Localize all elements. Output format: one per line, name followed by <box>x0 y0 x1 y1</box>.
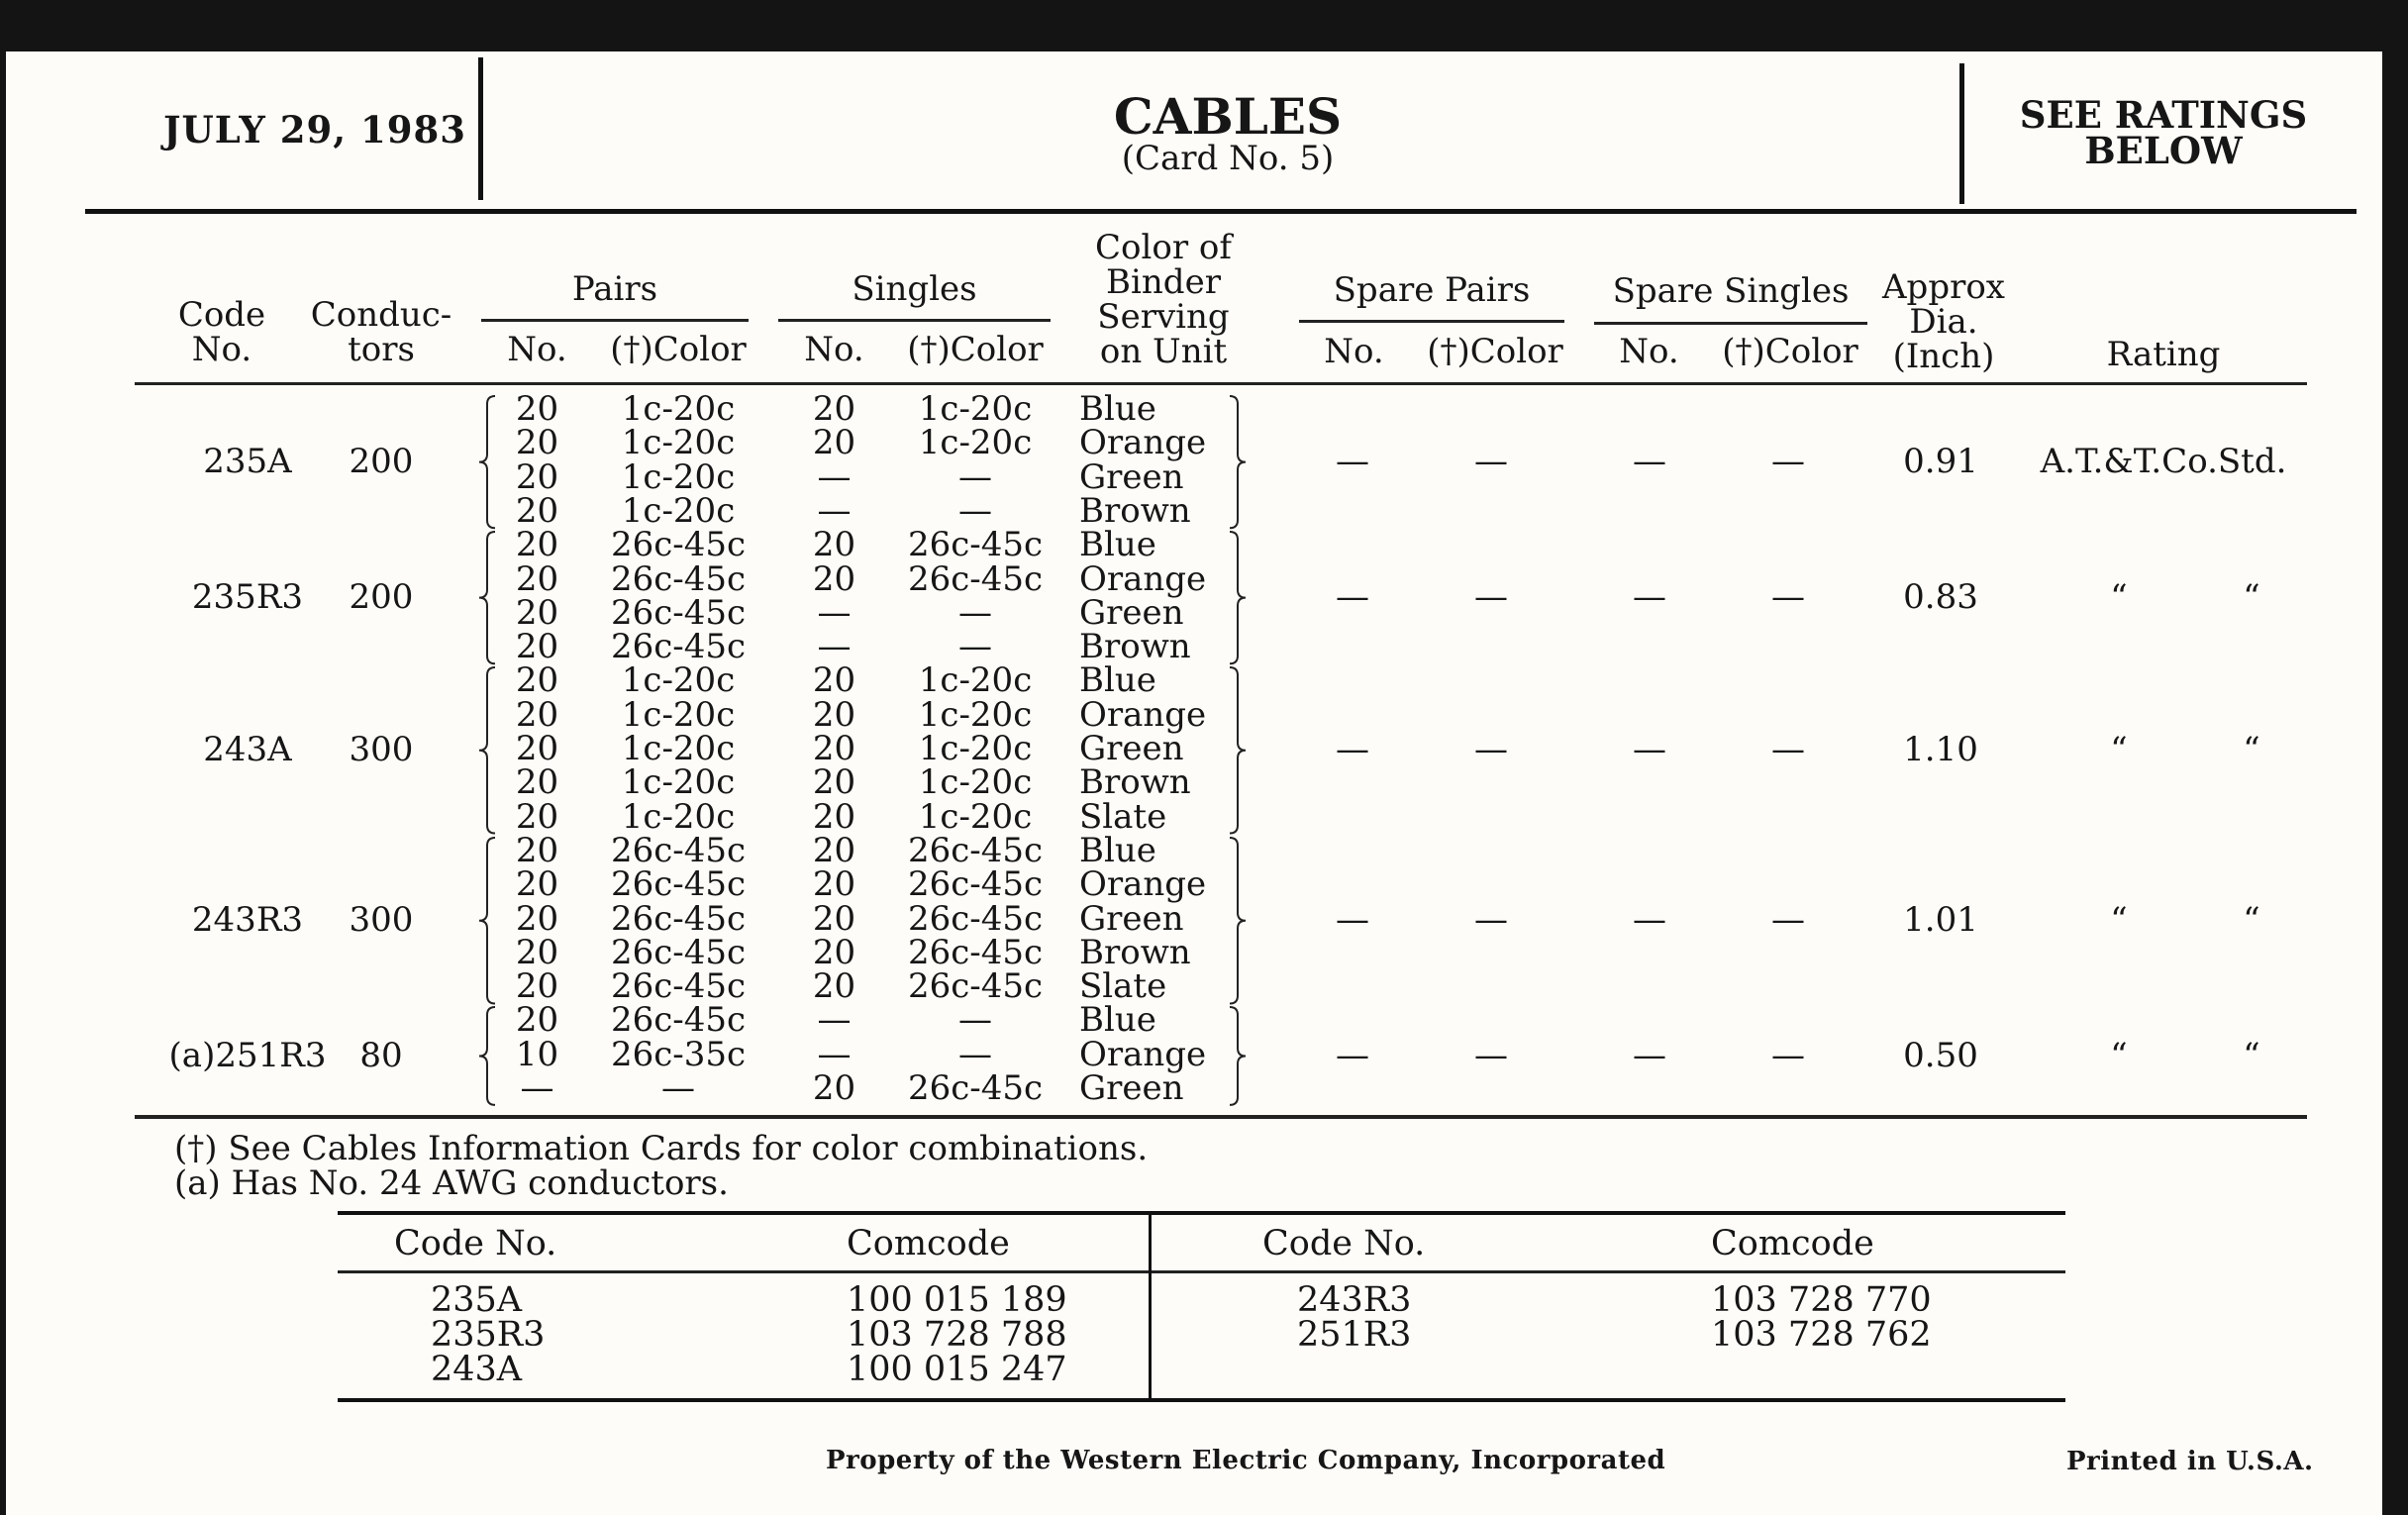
comcode-left-value-2: 103 728 788 <box>847 1315 1067 1355</box>
singles-color-cell: 26c-45c <box>907 898 1044 939</box>
comcode-right-value-2: 103 728 762 <box>1711 1315 1932 1355</box>
pairs-color-cell: 26c-45c <box>610 1000 747 1041</box>
col-binder-line2: Binder <box>1106 262 1221 302</box>
col-code <box>162 295 281 369</box>
left-brace <box>477 836 497 1006</box>
singles-color-cell: 1c-20c <box>918 729 1033 768</box>
pairs-color-cell: 26c-45c <box>610 592 747 633</box>
binder-color-cell: Brown <box>1079 932 1191 972</box>
spare-dash-cell: — <box>1771 576 1805 617</box>
right-brace <box>1228 530 1248 665</box>
spare-singles-no-header: No. <box>1619 332 1679 371</box>
column-header-rule <box>135 382 2307 385</box>
ratings-note-line1: SEE RATINGS <box>2019 93 2308 137</box>
spare-dash-cell: — <box>1336 730 1369 770</box>
pairs-color-cell: 26c-35c <box>610 1034 747 1074</box>
comcode-header-code-left: Code No. <box>394 1224 557 1263</box>
pairs-color-cell: 26c-45c <box>610 525 747 565</box>
binder-color-cell: Brown <box>1079 627 1191 667</box>
pairs-color-cell: 1c-20c <box>621 660 736 701</box>
pairs-no-cell: 20 <box>515 864 559 905</box>
comcode-bottom-rule <box>338 1398 2065 1402</box>
col-binder-line3: Serving <box>1097 297 1230 337</box>
singles-color-cell: 26c-45c <box>907 864 1044 905</box>
binder-color-cell: Blue <box>1079 1000 1156 1041</box>
pairs-color-cell: 1c-20c <box>621 490 736 531</box>
spare-pairs-underline <box>1299 320 1564 323</box>
left-brace <box>477 665 497 836</box>
ditto-mark: “ <box>2110 899 2128 940</box>
pairs-no-cell: 20 <box>515 796 559 837</box>
col-dia-line3: (Inch) <box>1892 337 1995 376</box>
ditto-mark: “ <box>2243 730 2260 770</box>
pairs-no-cell: 20 <box>515 966 559 1007</box>
right-brace <box>1228 836 1248 1006</box>
pairs-color-cell: 1c-20c <box>621 796 736 837</box>
singles-color-cell: 1c-20c <box>918 796 1033 837</box>
singles-color-cell: 26c-45c <box>907 830 1044 870</box>
singles-color-cell: 26c-45c <box>907 1068 1044 1108</box>
col-conductors <box>307 295 455 369</box>
pairs-no-cell: 20 <box>515 1000 559 1041</box>
header-rule <box>85 209 2357 214</box>
pairs-no-cell: — <box>520 1068 554 1108</box>
conductors-cell: 80 <box>359 1035 403 1075</box>
ditto-mark: “ <box>2243 1035 2260 1075</box>
col-approx-dia <box>1869 267 2018 376</box>
binder-color-cell: Orange <box>1079 558 1207 599</box>
singles-color-cell: 26c-45c <box>907 525 1044 565</box>
spare-dash-cell: — <box>1771 730 1805 770</box>
rating-cell: A.T.&T.Co.Std. <box>2040 441 2287 481</box>
binder-color-cell: Green <box>1079 456 1184 497</box>
comcode-divider <box>1149 1215 1152 1398</box>
col-conductors-line1: Conduc- <box>310 295 452 335</box>
property-notice: Property of the Western Electric Company, Incorporated <box>826 1446 1666 1475</box>
singles-color-cell: — <box>958 1000 992 1041</box>
spare-dash-cell: — <box>1771 441 1805 481</box>
spare-dash-cell: — <box>1336 899 1369 940</box>
pairs-no-cell: 20 <box>515 389 559 429</box>
pairs-color-cell: 1c-20c <box>621 694 736 735</box>
pairs-no-cell: 20 <box>515 558 559 599</box>
right-brace <box>1228 1005 1248 1107</box>
ditto-mark: “ <box>2243 899 2260 940</box>
pairs-color-cell: 1c-20c <box>621 389 736 429</box>
comcode-left-value-1: 100 015 189 <box>847 1280 1067 1320</box>
binder-color-cell: Slate <box>1079 966 1167 1007</box>
binder-color-cell: Orange <box>1079 694 1207 735</box>
spare-dash-cell: — <box>1633 1035 1666 1075</box>
card-number: (Card No. 5) <box>1121 139 1335 178</box>
singles-no-cell: — <box>817 1034 852 1074</box>
singles-no-cell: 20 <box>812 660 856 701</box>
spare-pairs-color-header: (†)Color <box>1427 332 1563 371</box>
singles-no-cell: 20 <box>812 762 856 803</box>
pairs-no-cell: 20 <box>515 898 559 939</box>
singles-color-cell: — <box>958 592 992 633</box>
spare-dash-cell: — <box>1633 576 1666 617</box>
singles-no-cell: 20 <box>812 423 856 463</box>
comcode-header-comcode-right: Comcode <box>1711 1224 1874 1263</box>
col-binder-line4: on Unit <box>1099 332 1228 371</box>
singles-no-cell: 20 <box>812 864 856 905</box>
spare-dash-cell: — <box>1474 576 1508 617</box>
pairs-no-header: No. <box>507 330 567 369</box>
singles-no-cell: — <box>817 1000 852 1041</box>
singles-no-cell: 20 <box>812 729 856 768</box>
binder-color-cell: Brown <box>1079 762 1191 803</box>
conductors-cell: 300 <box>349 730 414 770</box>
singles-color-header: (†)Color <box>907 330 1044 369</box>
spare-dash-cell: — <box>1633 730 1666 770</box>
singles-color-cell: 26c-45c <box>907 932 1044 972</box>
code-no-cell: 243A <box>203 730 292 770</box>
binder-color-cell: Blue <box>1079 830 1156 870</box>
spare-dash-cell: — <box>1474 899 1508 940</box>
singles-color-cell: 26c-45c <box>907 558 1044 599</box>
spare-dash-cell: — <box>1474 441 1508 481</box>
spare-dash-cell: — <box>1474 1035 1508 1075</box>
singles-no-cell: 20 <box>812 932 856 972</box>
spare-singles-underline <box>1594 322 1867 325</box>
pairs-color-cell: 26c-45c <box>610 558 747 599</box>
pairs-no-cell: 20 <box>515 456 559 497</box>
approx-dia-cell: 0.91 <box>1903 441 1978 481</box>
comcode-right-code-2: 251R3 <box>1297 1315 1412 1355</box>
comcode-left-code-2: 235R3 <box>431 1315 546 1355</box>
card-date: JULY 29, 1983 <box>163 108 466 152</box>
col-binder-color <box>1069 228 1257 371</box>
binder-color-cell: Orange <box>1079 864 1207 905</box>
spare-dash-cell: — <box>1633 441 1666 481</box>
pairs-color-cell: 1c-20c <box>621 762 736 803</box>
ditto-mark: “ <box>2110 1035 2128 1075</box>
singles-no-cell: 20 <box>812 389 856 429</box>
page-title: CABLES <box>1113 87 1343 146</box>
col-pairs: Pairs <box>571 269 658 309</box>
conductors-cell: 200 <box>349 576 414 617</box>
pairs-no-cell: 20 <box>515 525 559 565</box>
note-awg: (a) Has No. 24 AWG conductors. <box>174 1163 729 1203</box>
printed-notice: Printed in U.S.A. <box>2066 1447 2314 1476</box>
pairs-no-cell: 20 <box>515 830 559 870</box>
pairs-no-cell: 20 <box>515 423 559 463</box>
spare-dash-cell: — <box>1336 576 1369 617</box>
singles-no-cell: — <box>817 627 852 667</box>
singles-no-cell: 20 <box>812 1068 856 1108</box>
singles-color-cell: 1c-20c <box>918 660 1033 701</box>
binder-color-cell: Blue <box>1079 389 1156 429</box>
left-brace <box>477 1005 497 1107</box>
conductors-cell: 200 <box>349 441 414 481</box>
singles-no-cell: 20 <box>812 796 856 837</box>
comcode-right-value-1: 103 728 770 <box>1711 1280 1932 1320</box>
binder-color-cell: Green <box>1079 898 1184 939</box>
binder-color-cell: Green <box>1079 1068 1184 1108</box>
binder-color-cell: Orange <box>1079 1034 1207 1074</box>
col-rating: Rating <box>2106 335 2221 374</box>
singles-no-cell: — <box>817 456 852 497</box>
singles-color-cell: 1c-20c <box>918 389 1033 429</box>
pairs-no-cell: 20 <box>515 660 559 701</box>
col-code-line1: Code <box>177 295 266 335</box>
comcode-header-code-right: Code No. <box>1262 1224 1426 1263</box>
pairs-color-cell: 26c-45c <box>610 627 747 667</box>
singles-no-cell: 20 <box>812 694 856 735</box>
pairs-no-cell: 20 <box>515 694 559 735</box>
pairs-no-cell: 20 <box>515 729 559 768</box>
pairs-underline <box>481 319 749 322</box>
code-no-cell: 235R3 <box>191 576 304 617</box>
binder-color-cell: Blue <box>1079 525 1156 565</box>
left-brace <box>477 394 497 530</box>
singles-color-cell: 1c-20c <box>918 694 1033 735</box>
pairs-no-cell: 20 <box>515 762 559 803</box>
comcode-left-code-1: 235A <box>431 1280 523 1320</box>
pairs-no-cell: 20 <box>515 592 559 633</box>
pairs-color-cell: 26c-45c <box>610 864 747 905</box>
spare-dash-cell: — <box>1771 899 1805 940</box>
spare-dash-cell: — <box>1336 1035 1369 1075</box>
approx-dia-cell: 1.10 <box>1903 730 1978 770</box>
singles-color-cell: 1c-20c <box>918 762 1033 803</box>
left-brace <box>477 530 497 665</box>
pairs-color-cell: 1c-20c <box>621 729 736 768</box>
binder-color-cell: Orange <box>1079 423 1207 463</box>
approx-dia-cell: 0.50 <box>1903 1035 1978 1075</box>
binder-color-cell: Slate <box>1079 796 1167 837</box>
approx-dia-cell: 1.01 <box>1903 899 1978 940</box>
pairs-color-cell: — <box>661 1068 695 1108</box>
right-brace <box>1228 665 1248 836</box>
pairs-color-cell: 1c-20c <box>621 423 736 463</box>
pairs-color-header: (†)Color <box>610 330 747 369</box>
singles-no-header: No. <box>804 330 864 369</box>
pairs-no-cell: 20 <box>515 627 559 667</box>
spare-singles-color-header: (†)Color <box>1722 332 1858 371</box>
approx-dia-cell: 0.83 <box>1903 576 1978 617</box>
code-no-cell: (a)251R3 <box>168 1035 327 1075</box>
col-conductors-line2: tors <box>348 330 415 369</box>
header-divider-right <box>1959 63 1964 204</box>
col-binder-line1: Color of <box>1095 228 1232 267</box>
col-dia-line1: Approx <box>1882 267 2005 307</box>
comcode-header-rule <box>338 1270 2065 1273</box>
singles-no-cell: — <box>817 592 852 633</box>
pairs-color-cell: 26c-45c <box>610 830 747 870</box>
pairs-no-cell: 20 <box>515 490 559 531</box>
col-spare-pairs: Spare Pairs <box>1333 270 1531 310</box>
singles-no-cell: 20 <box>812 830 856 870</box>
code-no-cell: 235A <box>203 441 292 481</box>
comcode-top-rule <box>338 1211 2065 1215</box>
singles-underline <box>778 319 1051 322</box>
pairs-no-cell: 20 <box>515 932 559 972</box>
singles-no-cell: 20 <box>812 966 856 1007</box>
comcode-left-code-3: 243A <box>431 1350 523 1389</box>
comcode-header-comcode-left: Comcode <box>847 1224 1010 1263</box>
binder-color-cell: Green <box>1079 592 1184 633</box>
ditto-mark: “ <box>2110 576 2128 617</box>
binder-color-cell: Brown <box>1079 490 1191 531</box>
col-spare-singles: Spare Singles <box>1612 271 1850 311</box>
conductors-cell: 300 <box>349 899 414 940</box>
note-color-combinations: (†) See Cables Information Cards for color combinations. <box>174 1129 1149 1168</box>
ditto-mark: “ <box>2110 730 2128 770</box>
singles-color-cell: — <box>958 1034 992 1074</box>
spare-dash-cell: — <box>1474 730 1508 770</box>
pairs-color-cell: 26c-45c <box>610 966 747 1007</box>
pairs-color-cell: 26c-45c <box>610 898 747 939</box>
header-divider-left <box>478 57 483 200</box>
singles-no-cell: — <box>817 490 852 531</box>
singles-color-cell: 26c-45c <box>907 966 1044 1007</box>
binder-color-cell: Green <box>1079 729 1184 768</box>
singles-color-cell: 1c-20c <box>918 423 1033 463</box>
singles-no-cell: 20 <box>812 898 856 939</box>
comcode-right-code-1: 243R3 <box>1297 1280 1412 1320</box>
ditto-mark: “ <box>2243 576 2260 617</box>
col-code-line2: No. <box>191 330 252 369</box>
code-no-cell: 243R3 <box>191 899 304 940</box>
table-bottom-rule <box>135 1115 2307 1119</box>
spare-dash-cell: — <box>1336 441 1369 481</box>
pairs-color-cell: 1c-20c <box>621 456 736 497</box>
singles-color-cell: — <box>958 490 992 531</box>
pairs-color-cell: 26c-45c <box>610 932 747 972</box>
singles-no-cell: 20 <box>812 525 856 565</box>
ratings-note <box>1970 93 2357 172</box>
singles-no-cell: 20 <box>812 558 856 599</box>
singles-color-cell: — <box>958 456 992 497</box>
spare-dash-cell: — <box>1633 899 1666 940</box>
comcode-left-value-3: 100 015 247 <box>847 1350 1067 1389</box>
singles-color-cell: — <box>958 627 992 667</box>
right-brace <box>1228 394 1248 530</box>
spare-pairs-no-header: No. <box>1324 332 1384 371</box>
col-dia-line2: Dia. <box>1909 302 1978 342</box>
binder-color-cell: Blue <box>1079 660 1156 701</box>
ratings-note-line2: BELOW <box>2084 129 2243 172</box>
pairs-no-cell: 10 <box>515 1034 559 1074</box>
col-singles: Singles <box>852 269 977 309</box>
spare-dash-cell: — <box>1771 1035 1805 1075</box>
